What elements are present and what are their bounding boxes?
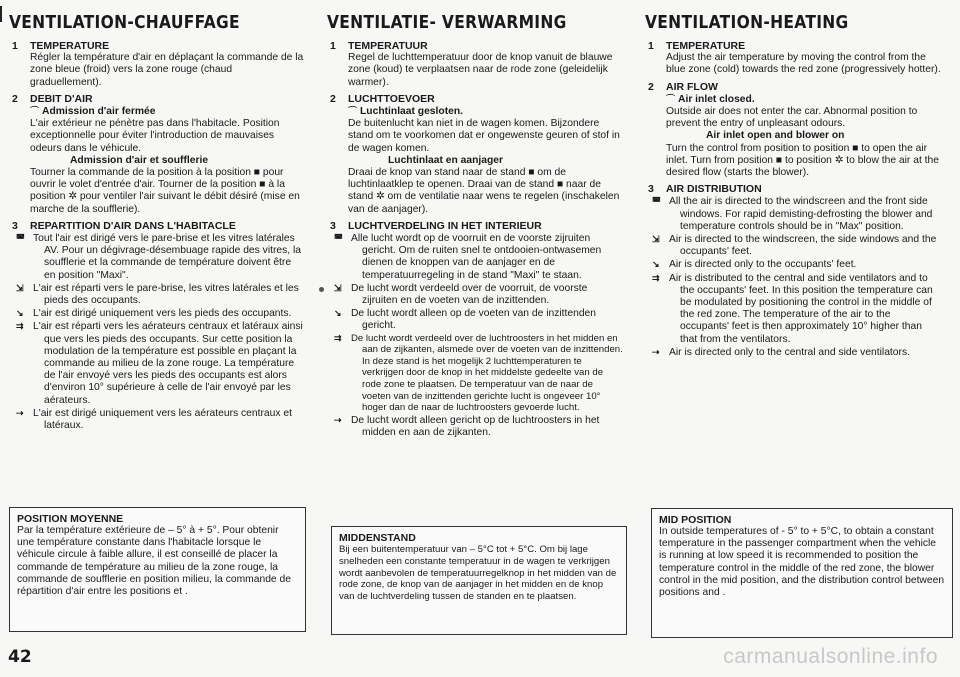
section-heading-fr: VENTILATION-CHAUFFAGE [9,12,240,33]
list-item: ⇢ De lucht wordt alleen gericht op de luchtroosters in het midden en aan de zijkanten. [334,414,600,439]
item-text: Air is distributed to the central and side ventilators and to the occupants' feet. In this position the temperature can be modulated by positioning the control in the middle of the red zone. The temperature of the air to the occupants' feet is then approximately 10° higher than that from the ventilators. [669,272,933,345]
section-number: 3 [648,183,654,196]
note-title: MIDDENSTAND [339,532,416,544]
section-number: 3 [330,219,336,232]
section-title: TEMPERATURE [666,40,746,52]
note-title: MID POSITION [659,514,732,526]
section-title: AIR DISTRIBUTION [666,183,762,196]
air-flow-section-fr [9,93,305,216]
list-item: ↘ L'air est dirigé uniquement vers les pieds des occupants. [16,308,292,320]
subheading-text: Luchtinlaat gesloten. [360,106,463,118]
subheading-inlet-open: Luchtinlaat en aanjager [388,154,504,166]
section-number: 3 [12,219,18,232]
section-text: Outside air does not enter the car. Abnormal position to prevent the entry of unpleasant odours. [666,106,918,130]
item-text: All the air is directed to the windscreen and the front side windows. For rapid demisting-defrosting the blower and temperature controls should be in "Max" position. [669,196,933,232]
watermark: carmanualsonline.info [723,645,938,668]
item-text: Air is directed to the windscreen, the side windows and the occupants' feet. [669,234,937,258]
subheading-inlet-closed [348,105,623,118]
list-item: ◚ Tout l'air est dirigé vers le pare-brise et les vitres latérales AV. Pour un dégivrage-désembuage rapide des vitres, la soufflerie et la commande de température doivent être en position "Maxi". [16,233,302,281]
subheading-inlet-open: Admission d'air et soufflerie [70,154,209,166]
note-text: In outside temperatures of - 5° to + 5°C, to obtain a constant temperature in the passenger compartment when the vehicle is running at low speed it is recommended to position the temperature control in the middle of the red zone, the blower control in the mid position, and the distribution control between positions and . [659,526,945,599]
air-inlet-closed-icon: ⌒ [666,93,676,104]
section-number: 2 [648,80,654,93]
air-flow-section-en [645,81,941,180]
margin-dot [319,287,324,292]
section-text: Tourner la commande de la position à la position ■ pour ouvrir le volet d'entrée d'air. Tourner de la position ■ à la position ✲ pour ventiler l'air suivant le débit désiré (mise en marche de la soufflerie). [30,167,300,215]
list-item: ◚ Alle lucht wordt op de voorruit en de voorste zijruiten gericht. Om de ruiten snel te ontdooien-ontwasemen dienen de knoppen van de aanjager en de temperatuurregeling in de stand "Maxi" te staan. [334,233,602,281]
list-item: ◚ All the air is directed to the windscreen and the front side windows. For rapid demisting-defrosting the blower and temperature controls should be in "Max" position. [652,196,933,232]
section-number: 1 [330,40,336,52]
column-dutch [327,8,623,443]
list-item: ⇉ Air is distributed to the central and side ventilators and to the occupants' feet. In this position the temperature can be modulated by positioning the control in the middle of the red zone. The temperature of the air to the occupants' feet is then approximately 10° higher than that from the ventilators. [652,272,933,345]
section-number: 2 [330,92,336,105]
air-distribution-section-en [645,183,941,359]
list-item: ⇲ L'air est réparti vers le pare-brise, les vitres latérales et les pieds des occupants. [16,282,299,307]
section-text: De buitenlucht kan niet in de wagen komen. Bijzondere stand om te voorkomen dat er ongewenste geuren of stof in de wagen komen. [348,118,620,154]
column-french [9,8,305,436]
note-box-fr [9,507,306,632]
section-title: TEMPERATURE [30,40,110,52]
section-title: LUCHTVERDELING IN HET INTERIEUR [348,219,542,232]
section-title: LUCHTTOEVOER [348,92,435,105]
page-edge-mark [0,6,2,22]
item-text: Air is directed only to the central and side ventilators. [669,346,910,358]
column-english [645,8,941,363]
item-text: Alle lucht wordt op de voorruit en de voorste zijruiten gericht. Om de ruiten snel te ontdooien-ontwasemen dienen de knoppen van de aanjager en de temperatuurregeling in de stand "Maxi" te staan. [351,233,602,281]
section-number: 1 [648,40,654,52]
subheading-inlet-closed [666,93,941,106]
subheading-text: Air inlet closed. [678,93,755,105]
air-inlet-closed-icon: ⌒ [348,106,358,117]
section-title: DEBIT D'AIR [30,92,93,105]
item-text: De lucht wordt verdeeld over de voorruit, de voorste zijruiten en de voeten van de inzittenden. [351,282,588,307]
item-text: De lucht wordt alleen op de voeten van de inzittenden gericht. [351,308,597,332]
list-item: ↘ Air is directed only to the occupants' feet. [652,259,857,271]
list-item: ⇉ L'air est réparti vers les aérateurs centraux et latéraux ainsi que vers les pieds des occupants. Sur cette position la modulation de la température est possible en plaçant la commande au milieu de la zone rouge. La température de l'air envoyé vers les pieds des occupants est alors d'environ 10° supérieure à celle de l'air envoyé par les aérateurs. [16,321,303,406]
list-item: ⇲ De lucht wordt verdeeld over de voorruit, de voorste zijruiten en de voeten van de inzittenden. [334,282,588,307]
item-text: L'air est dirigé uniquement vers les pieds des occupants. [33,308,292,320]
air-distribution-section-fr [9,220,305,432]
subheading-inlet-open: Air inlet open and blower on [706,130,845,142]
note-box-nl [331,526,627,635]
list-item: ↘ De lucht wordt alleen op de voeten van de inzittenden gericht. [334,308,597,332]
section-number: 1 [12,40,18,52]
list-item: ⇢ L'air est dirigé uniquement vers les aérateurs centraux et latéraux. [16,407,292,432]
item-text: Air is directed only to the occupants' feet. [669,259,857,271]
section-text: L'air extérieur ne pénètre pas dans l'habitacle. Position exceptionnelle pour éviter l'introduction de mauvaises odeurs dans le véhicule. [30,118,280,154]
item-text: De lucht wordt alleen gericht op de luchtroosters in het midden en aan de zijkanten. [351,414,600,439]
section-title: TEMPERATUUR [348,40,428,52]
section-text: Draai de knop van stand naar de stand ■ om de luchtinlaatklep te openen. Draai van de stand ■ naar de stand ✲ om de ventilatie naar wens te regelen (inschakelen van de aanjager). [348,167,620,215]
air-distribution-section-nl [327,220,623,439]
section-text: Régler la température d'air en déplaçant la commande de la zone bleue (froid) vers la zone rouge (chaud graduellement). [30,52,304,88]
subheading-inlet-closed [30,105,305,118]
item-text: L'air est dirigé uniquement vers les aérateurs centraux et latéraux. [33,407,292,432]
section-number: 2 [12,92,18,105]
section-text: Regel de luchttemperatuur door de knop vanuit de blauwe zone (koud) te verplaatsen naar de rode zone (geleidelijk warmer). [348,52,613,88]
air-flow-section-nl [327,93,623,216]
section-heading-nl: VENTILATIE- VERWARMING [327,12,567,33]
temperature-section-nl [327,40,623,89]
temperature-section-fr [9,40,305,89]
temperature-section-en [645,40,941,77]
list-item: ⇢ Air is directed only to the central and side ventilators. [652,346,910,358]
item-text: L'air est réparti vers les aérateurs centraux et latéraux ainsi que vers les pieds des occupants. Sur cette position la modulation de la température est possible en plaçant la commande au milieu de la zone rouge. La température de l'air envoyé vers les pieds des occupants est alors d'environ 10° supérieure à celle de l'air envoyé par les aérateurs. [33,321,303,406]
section-text: Turn the control from position to position ■ to open the air inlet. Turn from position ■ to position ✲ to blow the air at the desired flow (starts the blower). [666,142,939,179]
subheading-text: Admission d'air fermée [42,106,156,118]
note-box-en [651,508,953,638]
section-title: AIR FLOW [666,80,718,93]
note-text: Bij een buitentemperatuur van – 5°C tot + 5°C. Om bij lage snelheden een constante temperatuur in de wagen te verkrijgen wordt aanbevolen de temperatuurregelknop in het midden van de rode zone, de knop van de aanjager in het midden en de knop van de luchtverdeling tussen de standen en te plaatsen. [339,544,617,603]
item-text: De lucht wordt verdeeld over de luchtroosters in het midden en aan de zijkanten, alsmede over de voeten van de inzittenden. In deze stand is het mogelijk 2 luchttemperaturen te verkrijgen door de knop in het middelste gedeelte van de rode zone te plaatsen. De temperatuur van de naar de voeten van de inzittenden gerichte lucht is ongeveer 10° hoger dan de naar de luchtroosters gevoerde lucht. [351,332,623,414]
section-heading-en: VENTILATION-HEATING [645,12,849,33]
note-text: Par la température extérieure de – 5° à + 5°. Pour obtenir une température constante dans l'habitacle lorsque le véhicule circule à faible allure, il est conseillé de placer la commande de température au milieu de la zone rouge, la commande de soufflerie en position milieu, la commande de répartition d'air entre les positions et . [17,525,291,598]
section-text: Adjust the air temperature by moving the control from the blue zone (cold) towards the red zone (progressively hotter). [666,52,941,76]
list-item: ⇲ Air is directed to the windscreen, the side windows and the occupants' feet. [652,234,937,258]
item-text: L'air est réparti vers le pare-brise, les vitres latérales et les pieds des occupants. [33,282,299,307]
item-text: Tout l'air est dirigé vers le pare-brise et les vitres latérales AV. Pour un dégivrage-désembuage rapide des vitres, la soufflerie et la commande de température doivent être en position "Maxi". [33,233,302,281]
air-inlet-closed-icon: ⌒ [30,106,40,117]
section-title: REPARTITION D'AIR DANS L'HABITACLE [30,219,236,232]
page-number: 42 [8,647,32,667]
list-item: ⇉ De lucht wordt verdeeld over de luchtroosters in het midden en aan de zijkanten, alsmede over de voeten van de inzittenden. In deze stand is het mogelijk 2 luchttemperaturen te verkrijgen door de knop in het middelste gedeelte van de rode zone te plaatsen. De temperatuur van de naar de voeten van de inzittenden gerichte lucht is ongeveer 10° hoger dan de naar de luchtroosters gevoerde lucht. [334,332,623,414]
note-title: POSITION MOYENNE [17,513,124,525]
